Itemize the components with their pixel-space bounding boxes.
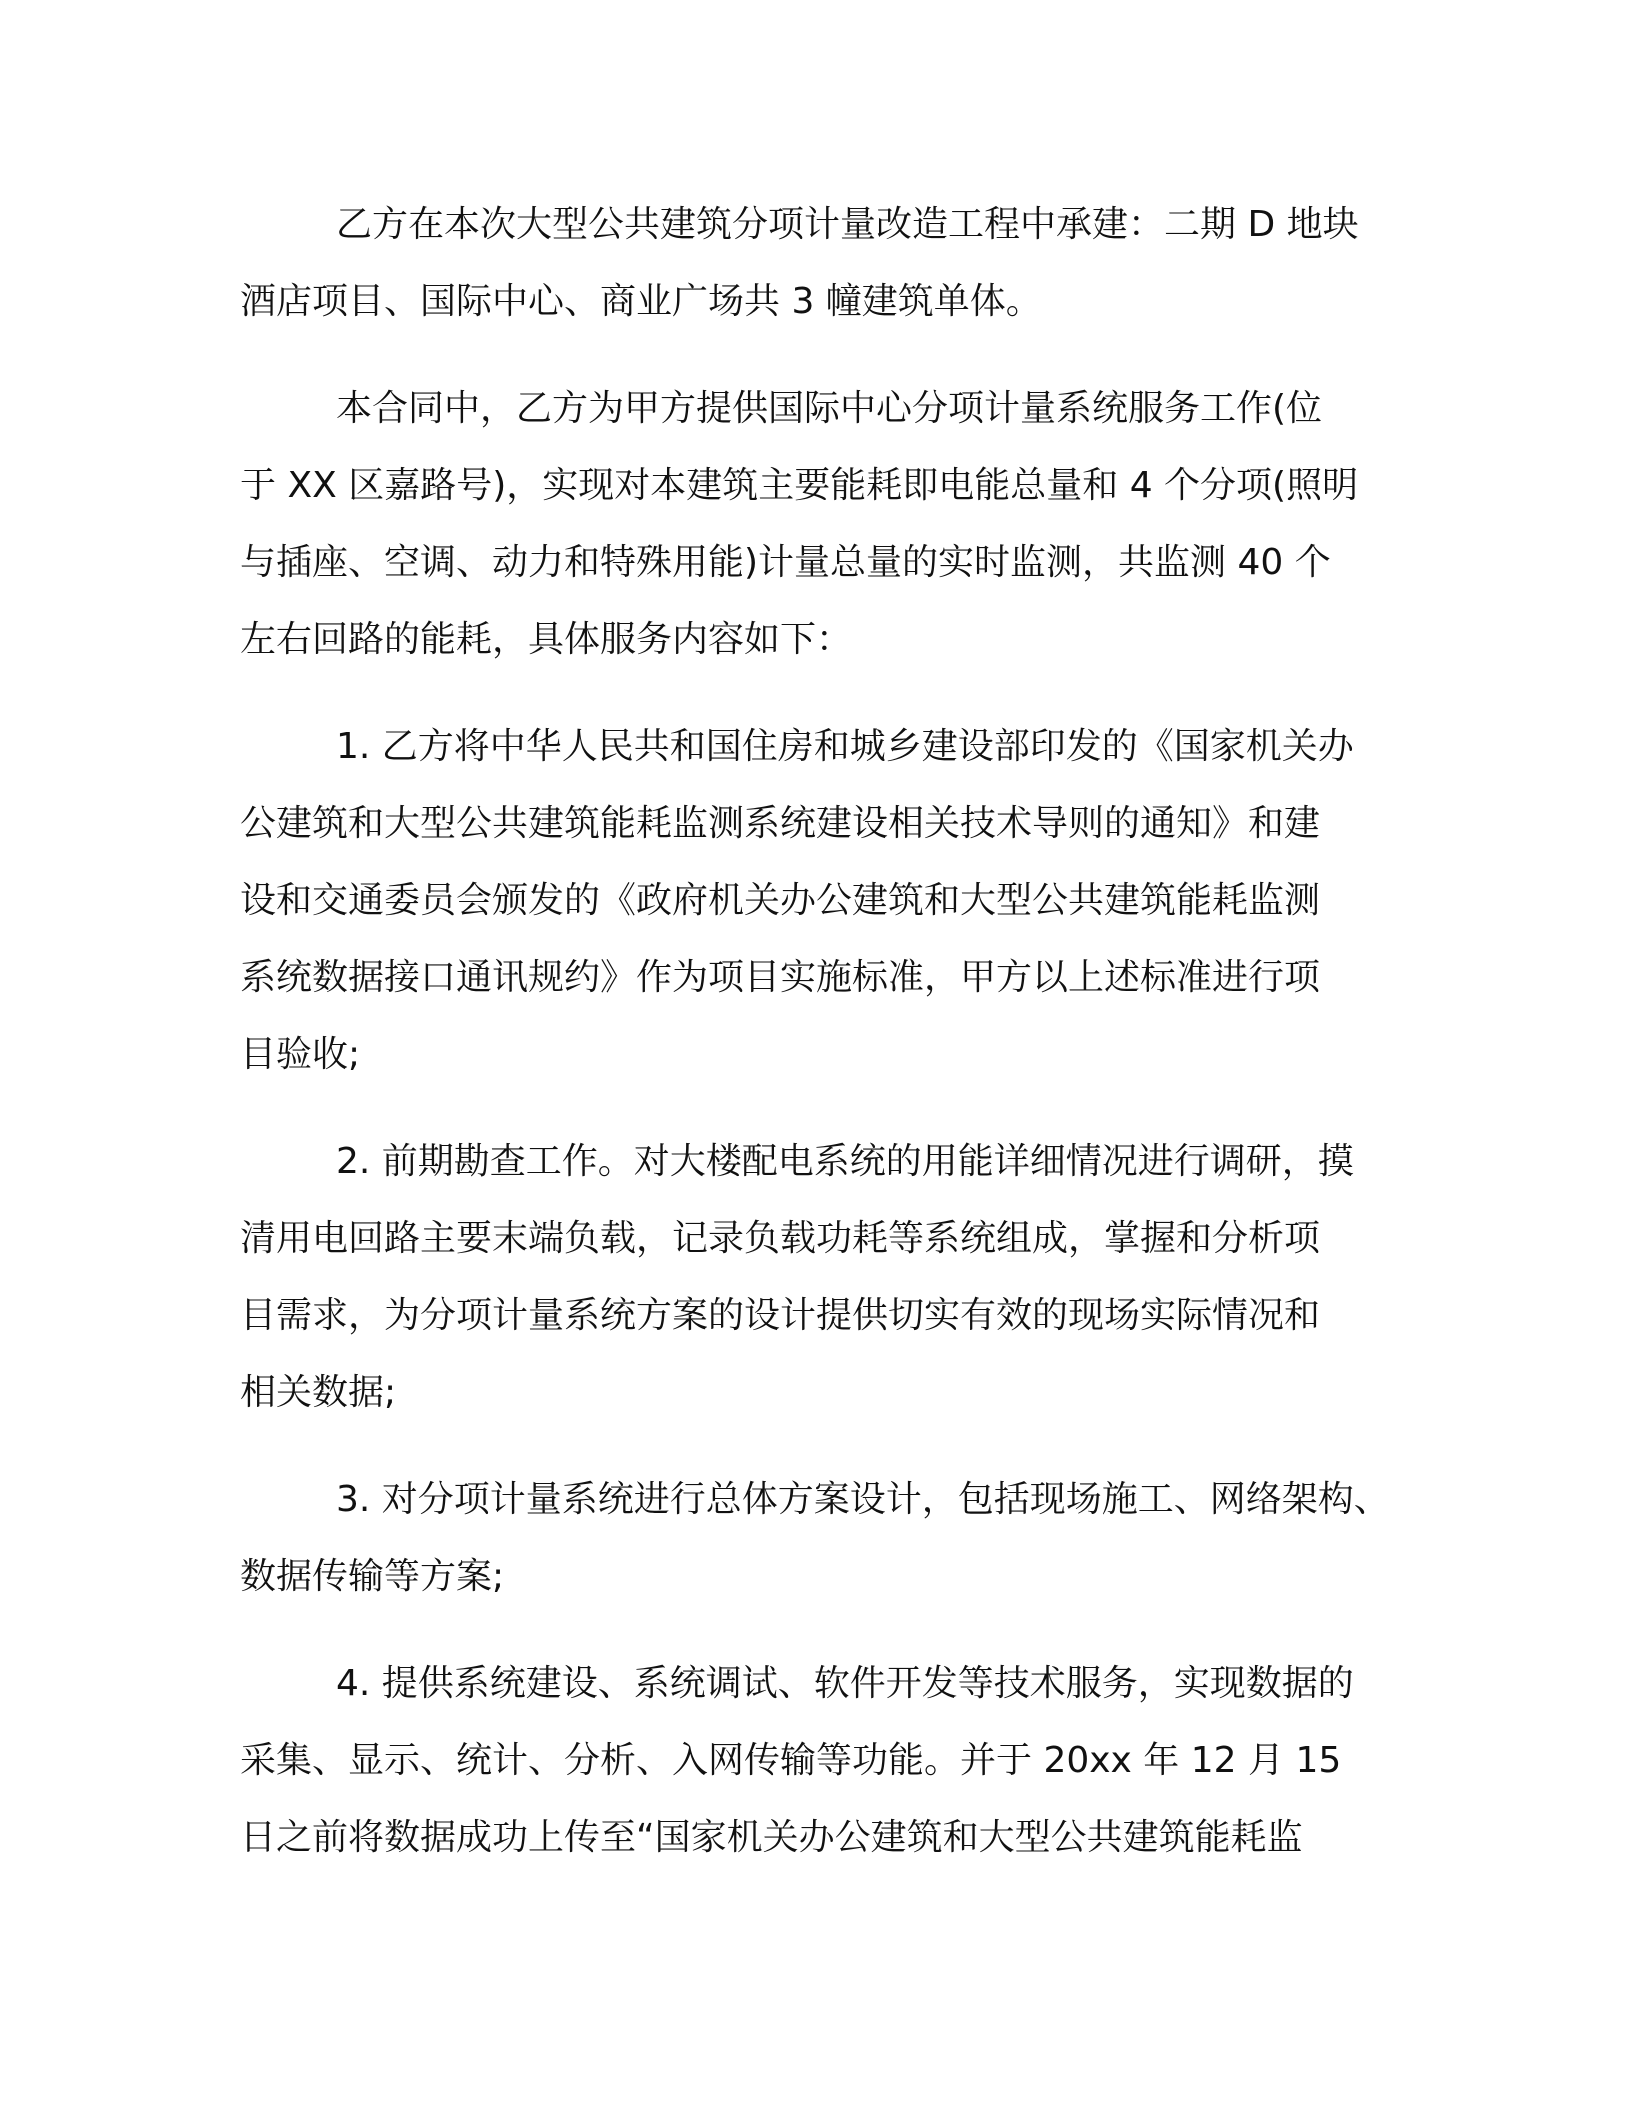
- text-line: 于 XX 区嘉路号)，实现对本建筑主要能耗即电能总量和 4 个分项(照明: [240, 465, 1359, 506]
- text-line: 目验收;: [240, 1034, 361, 1075]
- text-line: 左右回路的能耗，具体服务内容如下：: [240, 619, 853, 660]
- text-line: 数据传输等方案;: [240, 1556, 505, 1597]
- text-line: 公建筑和大型公共建筑能耗监测系统建设相关技术导则的通知》和建: [240, 803, 1321, 844]
- text-line: 系统数据接口通讯规约》作为项目实施标准，甲方以上述标准进行项: [240, 957, 1321, 998]
- text-line: 日之前将数据成功上传至“国家机关办公建筑和大型公共建筑能耗监: [240, 1817, 1303, 1858]
- paragraph-item-2: [240, 1123, 1400, 1431]
- text-line: 1. 乙方将中华人民共和国住房和城乡建设部印发的《国家机关办: [336, 726, 1354, 767]
- paragraph-item-3: [240, 1461, 1400, 1615]
- text-line: 设和交通委员会颁发的《政府机关办公建筑和大型公共建筑能耗监测: [240, 880, 1321, 921]
- paragraph-item-1: [240, 708, 1400, 1093]
- paragraph-contract-service: [240, 370, 1400, 678]
- text-line: 2. 前期勘查工作。对大楼配电系统的用能详细情况进行调研，摸: [336, 1141, 1354, 1182]
- text-line: 乙方在本次大型公共建筑分项计量改造工程中承建：二期 D 地块: [336, 204, 1359, 245]
- text-line: 采集、显示、统计、分析、入网传输等功能。并于 20xx 年 12 月 15: [240, 1740, 1342, 1781]
- text-line: 3. 对分项计量系统进行总体方案设计，包括现场施工、网络架构、: [336, 1479, 1390, 1520]
- text-line: 酒店项目、国际中心、商业广场共 3 幢建筑单体。: [240, 281, 1042, 322]
- text-line: 相关数据;: [240, 1372, 397, 1413]
- text-line: 清用电回路主要末端负载，记录负载功耗等系统组成，掌握和分析项: [240, 1218, 1321, 1259]
- text-line: 本合同中，乙方为甲方提供国际中心分项计量系统服务工作(位: [336, 388, 1323, 429]
- document-body: [240, 186, 1400, 1906]
- paragraph-scope: [240, 186, 1400, 340]
- text-line: 与插座、空调、动力和特殊用能)计量总量的实时监测，共监测 40 个: [240, 542, 1331, 583]
- paragraph-item-4: [240, 1645, 1400, 1876]
- text-line: 目需求，为分项计量系统方案的设计提供切实有效的现场实际情况和: [240, 1295, 1321, 1336]
- text-line: 4. 提供系统建设、系统调试、软件开发等技术服务，实现数据的: [336, 1663, 1354, 1704]
